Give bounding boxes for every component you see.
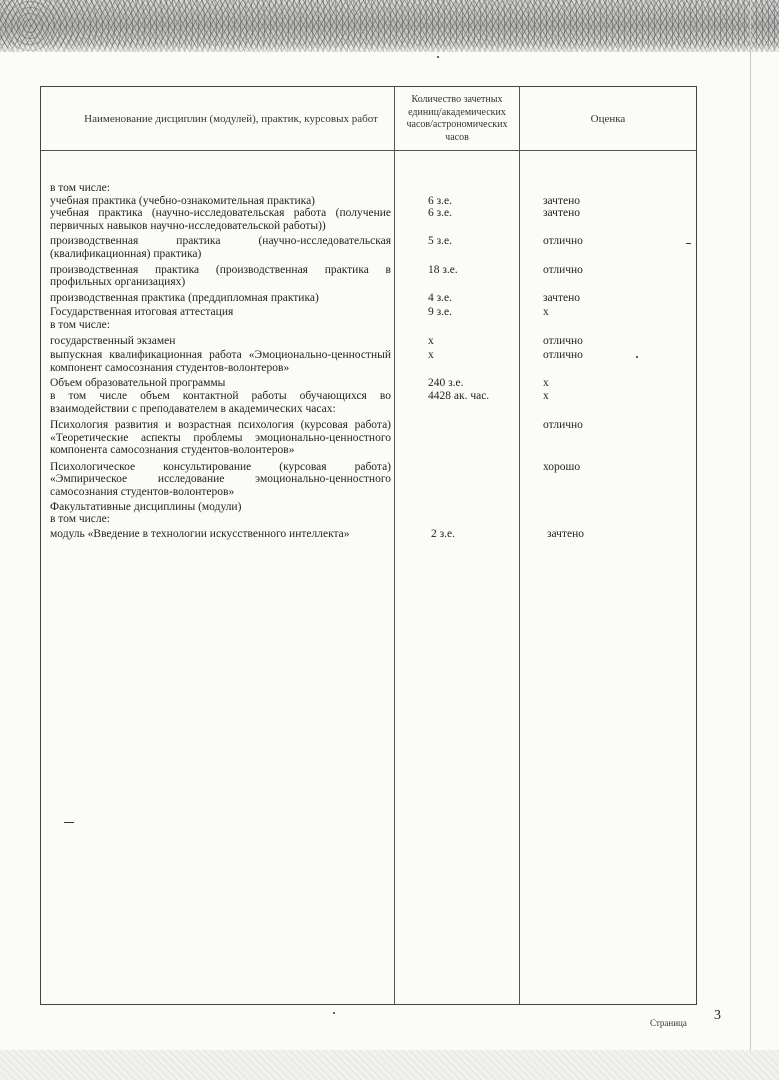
pattern-fade [0,44,779,58]
row-discipline: Государственная итоговая аттестация [50,306,234,319]
row-credits: 240 з.е. [428,377,464,390]
table-row [50,264,750,289]
row-grade: отлично [543,349,583,362]
table-row [50,195,750,208]
page-edge [750,0,751,1080]
table-row [50,235,750,260]
table-row [50,513,750,526]
row-discipline: в том числе: [50,513,110,526]
table-row [50,292,750,305]
row-grade: хорошо [543,460,581,473]
row-grade: зачтено [543,194,581,207]
table-row [50,528,750,541]
row-grade: зачтено [543,207,581,220]
table-row [50,306,750,319]
table-row [50,390,750,415]
table-row [50,461,750,499]
row-discipline: производственная практика (преддипломная практика) [50,291,319,304]
row-discipline: модуль «Введение в технологии искусственного интеллекта» [50,527,350,540]
row-discipline: производственная практика (научно-исследовательская (квалификационная) практика) [50,235,391,260]
row-credits: 4428 ак. час. [428,389,490,402]
table-body [50,182,750,540]
row-grade: отлично [543,263,583,276]
page-number: 3 [714,1008,721,1023]
scan-speck [437,56,439,58]
row-discipline: учебная практика (учебно-ознакомительная практика) [50,194,316,207]
row-credits: 6 з.е. [428,207,453,220]
row-credits: 9 з.е. [428,306,453,319]
scan-bottom-band [0,1050,779,1080]
page-label: Страница [650,1018,687,1028]
row-credits: x [428,334,434,347]
row-grade: зачтено [543,291,581,304]
scan-speck [64,822,74,823]
table-row [50,349,750,374]
row-discipline: производственная практика (производственная практика в профильных организациях) [50,263,391,289]
row-discipline: в том числе объем контактной работы обучающихся во взаимодействии с преподавателем в академических часах: [50,389,391,415]
row-grade: отлично [543,235,583,248]
row-discipline: Объем образовательной программы [50,377,226,390]
header-discipline: Наименование дисциплин (модулей), практик, курсовых работ [84,113,378,125]
scan-speck [636,356,638,358]
row-grade: зачтено [547,527,585,540]
row-discipline: Психологическое консультирование (курсовая работа) «Эмпирическое исследование эмоционально-ценностного самосознания студентов-волонтеров» [50,460,391,499]
table-row [50,319,750,332]
row-grade: x [543,389,549,402]
table-row [50,377,750,390]
table-row [50,419,750,457]
header-credits: Количество зачетных единиц/академических часов/астрономических часов [406,94,508,143]
row-grade: x [543,306,549,319]
row-credits: 2 з.е. [431,527,456,540]
row-credits: x [428,349,434,362]
row-grade: x [543,377,549,390]
row-discipline: Психология развития и возрастная психология (курсовая работа) «Теоретические аспекты проблемы эмоционально-ценностного компонента самосознания студентов-волонтеров» [50,419,391,457]
row-grade: отлично [543,419,583,432]
table-row [50,501,750,514]
table-row [50,182,750,195]
row-credits: 4 з.е. [428,291,453,304]
row-discipline: государственный экзамен [50,334,176,347]
row-discipline: в том числе: [50,182,110,194]
header-grade: Оценка [590,113,626,125]
scan-speck [686,243,691,244]
row-grade: отлично [543,334,583,347]
row-credits: 6 з.е. [428,194,453,207]
table-row [50,207,750,232]
table-row [50,335,750,348]
row-discipline: Факультативные дисциплины (модули) [50,500,242,513]
row-credits: 5 з.е. [428,235,453,248]
row-discipline: учебная практика (научно-исследовательская работа (получение первичных навыков научно-исследовательской работы)) [50,207,391,232]
scan-speck [333,1012,335,1014]
header-divider [41,150,696,151]
row-discipline: в том числе: [50,318,110,331]
row-discipline: выпускная квалификационная работа «Эмоционально-ценностный компонент самосознания студентов-волонтеров» [50,349,391,374]
row-credits: 18 з.е. [428,263,458,276]
